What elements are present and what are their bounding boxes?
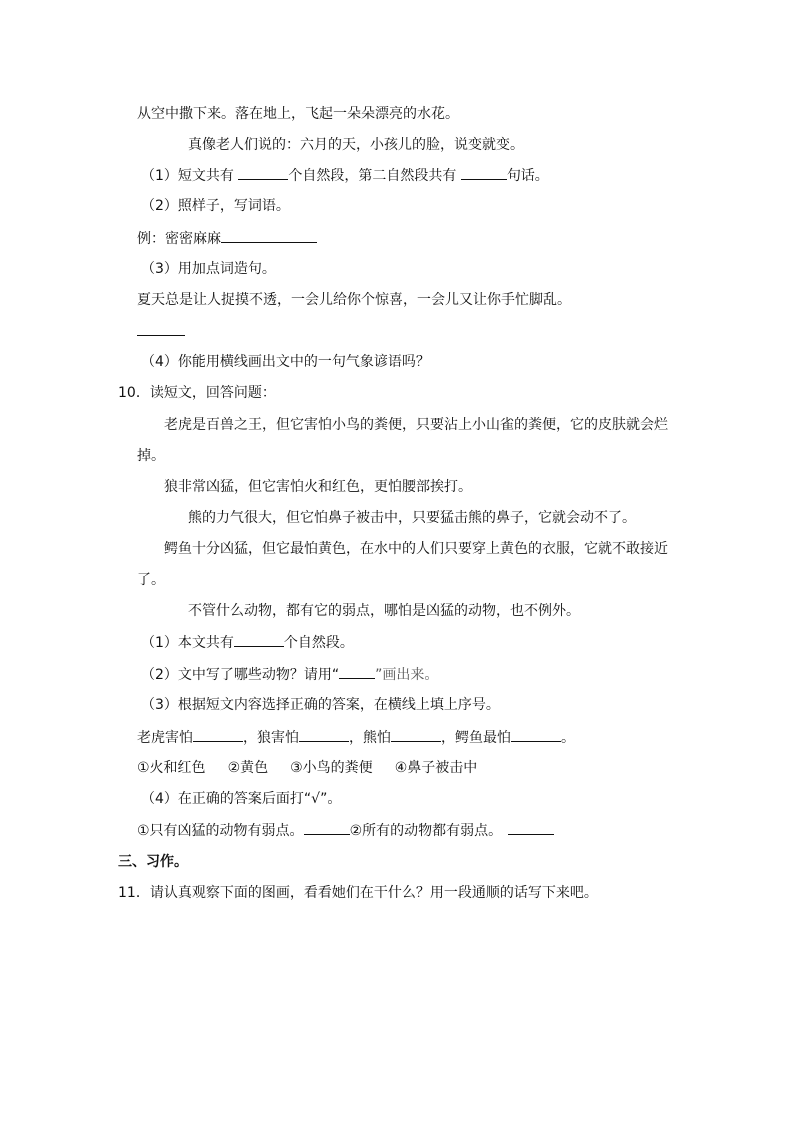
q10-sub3: （3）根据短文内容选择正确的答案，在横线上填上序号。	[141, 697, 500, 713]
answer-blank[interactable]	[304, 820, 350, 835]
answer-blank[interactable]	[193, 727, 243, 742]
q11-prompt: 11．请认真观察下面的图画，看看她们在干什么？用一段通顺的话写下来吧。	[118, 885, 598, 901]
answer-blank[interactable]	[511, 727, 561, 742]
q9-sub3: （3）用加点词造句。	[141, 261, 276, 277]
q10-title: 10．读短文，回答问题：	[118, 385, 276, 401]
q9-example: 例：密密麻麻	[137, 228, 317, 248]
q9-sentence: 夏天总是让人捉摸不透，一会儿给你个惊喜，一会儿又让你手忙脚乱。	[137, 292, 571, 308]
passage-line: 真像老人们说的：六月的天，小孩儿的脸，说变就变。	[188, 137, 524, 153]
q10-sub4: （4）在正确的答案后面打“√”。	[141, 791, 342, 807]
q10-choices: ①只有凶猛的动物有弱点。 ②所有的动物都有弱点。	[137, 820, 554, 840]
answer-blank[interactable]	[238, 165, 288, 180]
q10-paragraph-4: 鳄鱼十分凶猛，但它最怕黄色，在水中的人们只要穿上黄色的衣服，它就不敢接近	[164, 541, 668, 557]
option-item: ②黄色	[227, 760, 269, 776]
answer-blank[interactable]	[508, 820, 554, 835]
option-item: ①火和红色	[137, 760, 206, 776]
q10-paragraph-1-cont: 掉。	[137, 448, 165, 464]
q10-sub1: （1）本文共有 个自然段。	[141, 632, 354, 652]
answer-blank[interactable]	[234, 632, 284, 647]
q9-sub2: （2）照样子，写词语。	[141, 198, 290, 214]
q9-answer-line	[137, 321, 185, 341]
q10-paragraph-4-cont: 了。	[137, 572, 165, 588]
option-item: ③小鸟的粪便	[290, 760, 373, 776]
passage-line: 从空中撒下来。落在地上，飞起一朵朵漂亮的水花。	[137, 106, 459, 122]
q10-paragraph-1: 老虎是百兽之王，但它害怕小鸟的粪便，只要沾上小山雀的粪便，它的皮肤就会烂	[164, 417, 668, 433]
answer-blank[interactable]	[137, 321, 185, 336]
answer-blank[interactable]	[461, 165, 507, 180]
answer-blank[interactable]	[339, 664, 375, 679]
section-title: 三、习作。	[118, 854, 188, 870]
q10-paragraph-2: 狼非常凶猛，但它害怕火和红色，更怕腰部挨打。	[164, 479, 472, 495]
option-item: ④鼻子被击中	[394, 760, 478, 776]
answer-blank[interactable]	[221, 228, 317, 243]
q9-sub4: （4）你能用横线画出文中的一句气象谚语吗？	[141, 354, 430, 370]
answer-blank[interactable]	[299, 727, 349, 742]
answer-blank[interactable]	[391, 727, 441, 742]
q10-paragraph-3: 熊的力气很大，但它怕鼻子被击中，只要猛击熊的鼻子，它就会动不了。	[188, 510, 636, 526]
q10-fill-row: 老虎害怕 ，狼害怕 ，熊怕 ，鳄鱼最怕 。	[137, 727, 575, 747]
q10-sub2: （2）文中写了哪些动物？请用“ ”画出来。	[141, 664, 438, 684]
q9-sub1: （1）短文共有 个自然段，第二自然段共有 句话。	[141, 165, 549, 185]
q10-options	[137, 758, 477, 778]
q10-paragraph-5: 不管什么动物，都有它的弱点，哪怕是凶猛的动物，也不例外。	[188, 603, 580, 619]
